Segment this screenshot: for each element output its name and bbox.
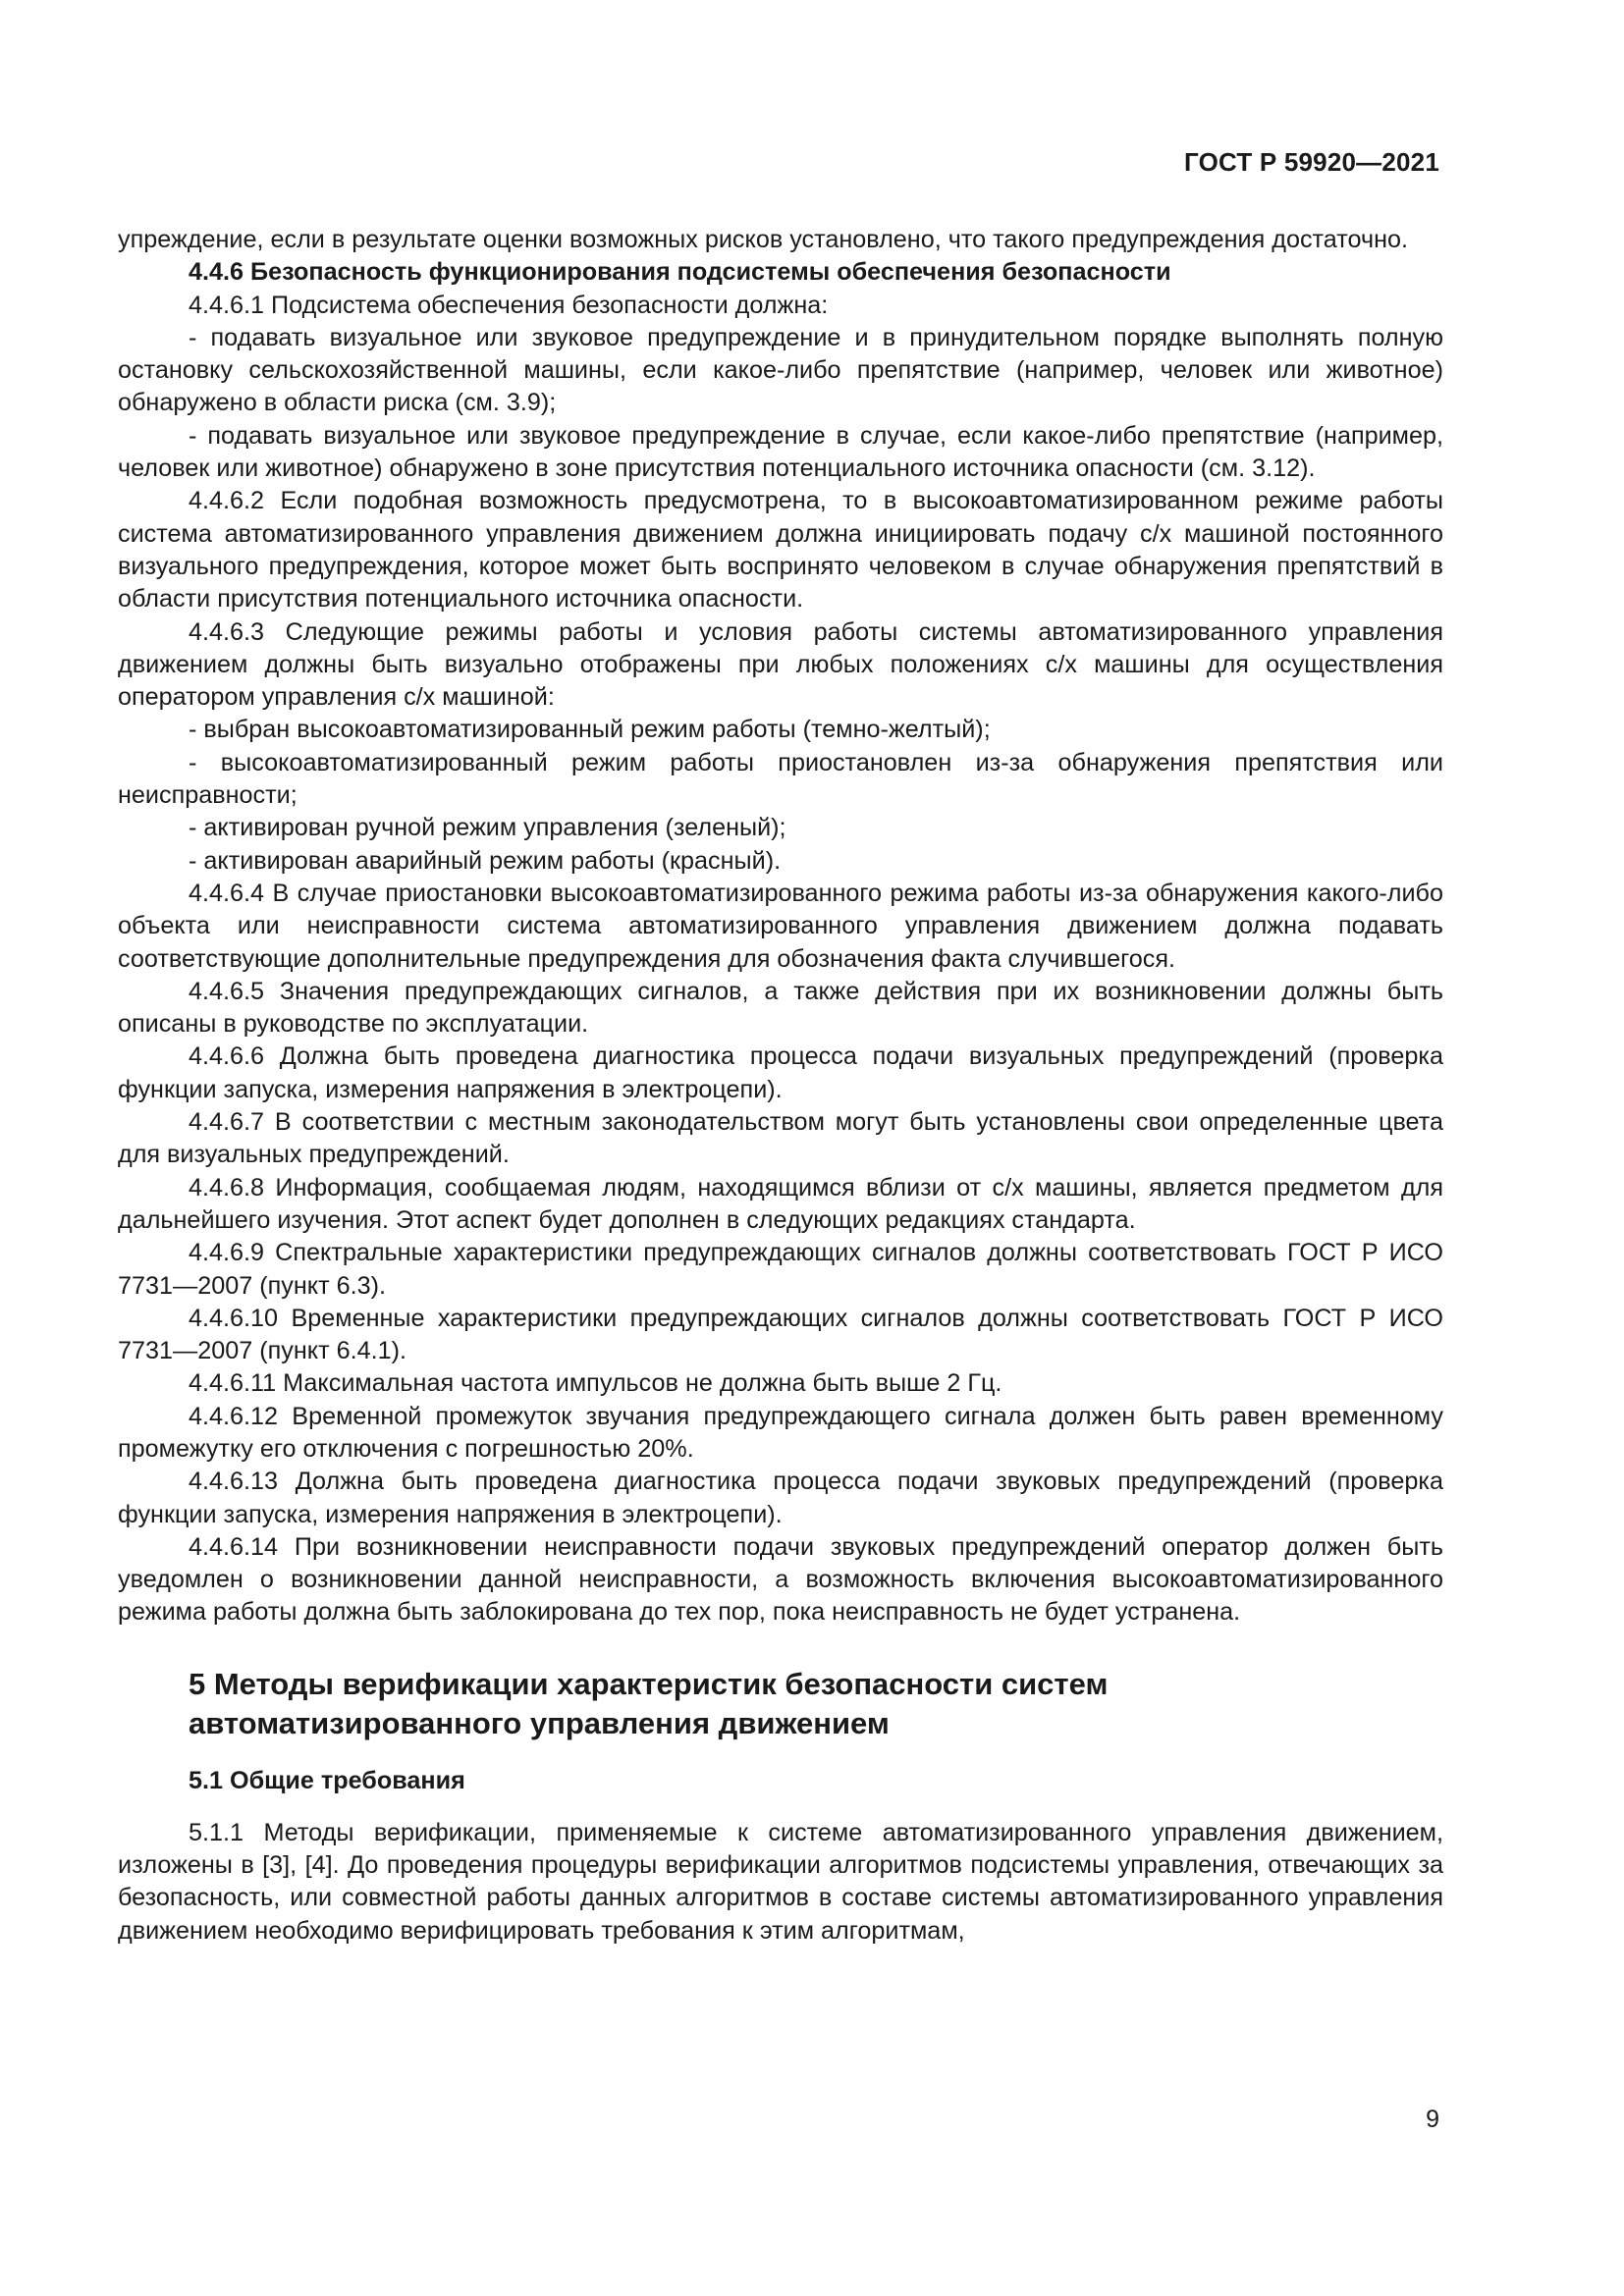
paragraph: 5.1.1 Методы верификации, применяемые к системе автоматизированного управления движением, изложены в [3], [4]. До проведения процедуры верификации алгоритмов подсистемы управления, отвечающих за безопасность, или совместной работы данных алгоритмов в составе системы автоматизированного управления движением необходимо верифицировать требования к этим алгоритмам, — [118, 1818, 1443, 1945]
list-item: - выбран высокоавтоматизированный режим работы (темно-желтый); — [189, 716, 991, 744]
paragraph: 4.4.6.9 Спектральные характеристики предупреждающих сигналов должны соответствовать ГОСТ Р ИСО 7731—2007 (пункт 6.3). — [118, 1239, 1443, 1300]
document-header-code: ГОСТ Р 59920—2021 — [1184, 147, 1439, 177]
paragraph: 4.4.6.1 Подсистема обеспечения безопасности должна: — [189, 291, 829, 319]
document-body — [118, 224, 1443, 1948]
paragraph: 4.4.6.8 Информация, сообщаемая людям, находящимся вблизи от с/х машины, является предметом для дальнейшего изучения. Этот аспект будет дополнен в следующих редакциях стандарта. — [118, 1173, 1443, 1234]
paragraph-continuation: упреждение, если в результате оценки возможных рисков установлено, что такого предупреждения достаточно. — [118, 226, 1409, 253]
section-5-title — [118, 1665, 1443, 1743]
list-item: - активирован аварийный режим работы (красный). — [189, 846, 782, 875]
paragraph: 4.4.6.13 Должна быть проведена диагностика процесса подачи звуковых предупреждений (проверка функции запуска, измерения напряжения в электроцепи). — [118, 1468, 1443, 1528]
paragraph: 4.4.6.3 Следующие режимы работы и условия работы системы автоматизированного управления движением должны быть визуально отображены при любых положениях с/х машины для осуществления оператором управления с/х машиной: — [118, 617, 1443, 712]
list-item: - активирован ручной режим управления (зеленый); — [189, 814, 786, 842]
list-item: - подавать визуальное или звуковое предупреждение и в принудительном порядке выполнять полную остановку сельскохозяйственной машины, если какое-либо препятствие (например, человек или животное) обнаружено в области риска (см. 3.9); — [118, 323, 1443, 417]
list-item: - высокоавтоматизированный режим работы приостановлен из-за обнаружения препятствия или неисправности; — [118, 748, 1443, 810]
section-5-title-line-1: 5 Методы верификации характеристик безопасности систем — [189, 1666, 1109, 1701]
paragraph: 4.4.6.6 Должна быть проведена диагностика процесса подачи визуальных предупреждений (проверка функции запуска, измерения напряжения в электроцепи). — [118, 1042, 1443, 1103]
paragraph: 4.4.6.2 Если подобная возможность предусмотрена, то в высокоавтоматизированном режиме работы система автоматизированного управления движением должна инициировать подачу с/х машиной постоянного визуального предупреждения, которое может быть воспринято человеком в случае обнаружения препятствий в области присутствия потенциального источника опасности. — [118, 487, 1443, 614]
page-number: 9 — [1426, 2106, 1439, 2133]
paragraph: 4.4.6.11 Максимальная частота импульсов не должна быть выше 2 Гц. — [189, 1369, 1002, 1398]
section-5-title-line-2: автоматизированного управления движением — [189, 1705, 890, 1740]
paragraph: 4.4.6.7 В соответствии с местным законодательством могут быть установлены свои определенные цвета для визуальных предупреждений. — [118, 1108, 1443, 1169]
clause-heading-4-4-6: 4.4.6 Безопасность функционирования подсистемы обеспечения безопасности — [189, 258, 1171, 287]
paragraph: 4.4.6.10 Временные характеристики предупреждающих сигналов должны соответствовать ГОСТ Р ИСО 7731—2007 (пункт 6.4.1). — [118, 1304, 1443, 1365]
paragraph: 4.4.6.4 В случае приостановки высокоавтоматизированного режима работы из-за обнаружения какого-либо объекта или неисправности система автоматизированного управления движением должна подавать соответствующие дополнительные предупреждения для обозначения факта случившегося. — [118, 879, 1443, 973]
paragraph: 4.4.6.5 Значения предупреждающих сигналов, а также действия при их возникновении должны быть описаны в руководстве по эксплуатации. — [118, 977, 1443, 1039]
paragraph: 4.4.6.12 Временной промежуток звучания предупреждающего сигнала должен быть равен временному промежутку его отключения с погрешностью 20%. — [118, 1402, 1443, 1463]
list-item: - подавать визуальное или звуковое предупреждение в случае, если какое-либо препятствие (например, человек или животное) обнаружено в зоне присутствия потенциального источника опасности (см. 3.12). — [118, 421, 1443, 483]
paragraph: 4.4.6.14 При возникновении неисправности подачи звуковых предупреждений оператор должен быть уведомлен о возникновении данной неисправности, а возможность включения высокоавтоматизированного режима работы должна быть заблокирована до тех пор, пока неисправность не будет устранена. — [118, 1532, 1443, 1627]
subsection-5-1-title: 5.1 Общие требования — [189, 1766, 465, 1794]
